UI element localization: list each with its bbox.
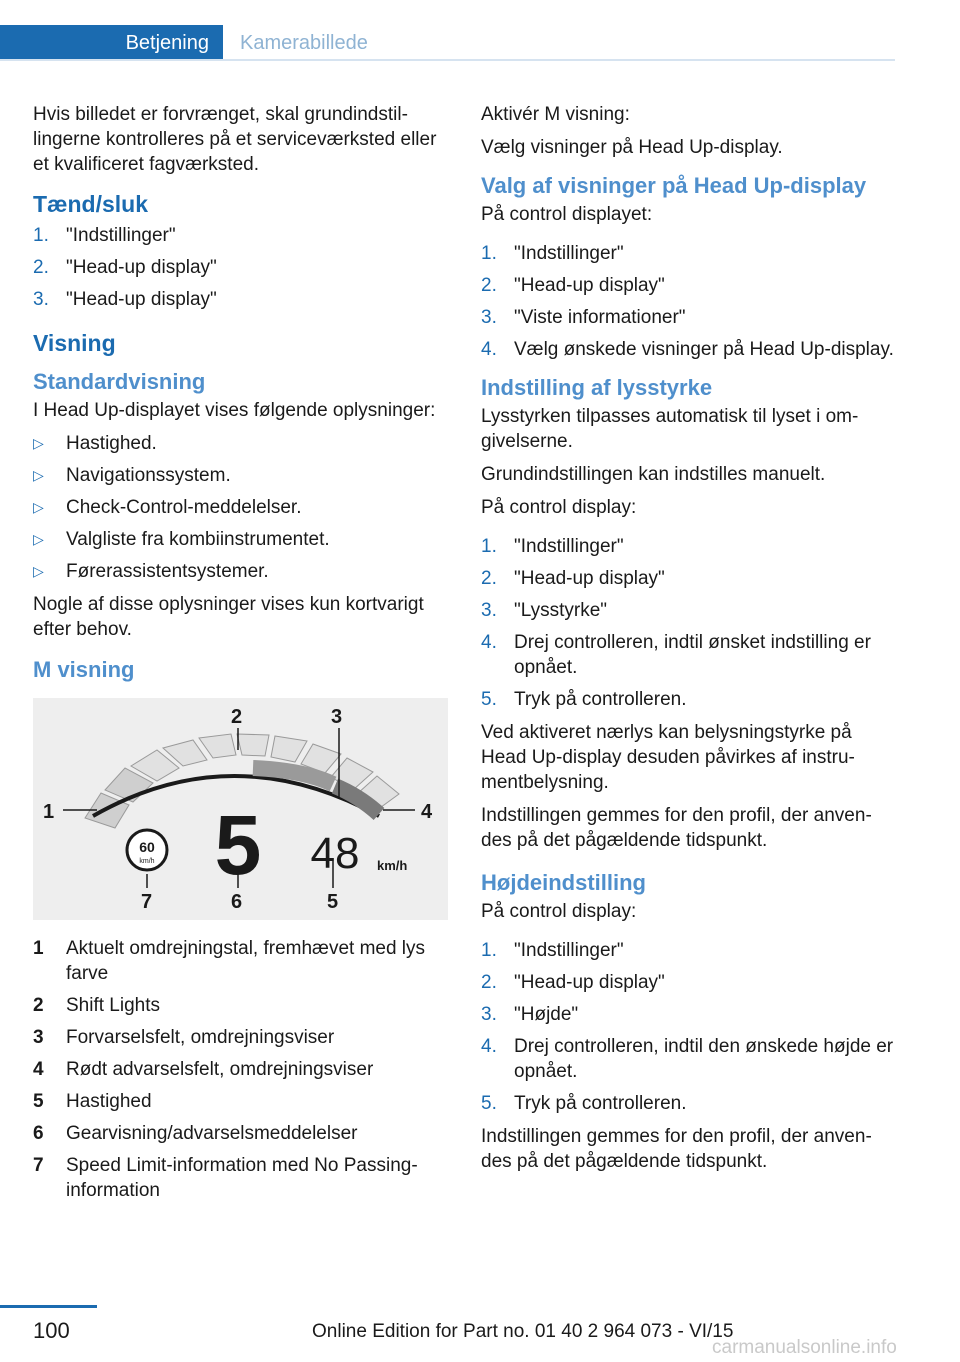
legend-item: 6 Gearvisning/advarselsmeddelelser <box>33 1123 358 1144</box>
lysstyrke-p2: Grundindstillingen kan indstilles manuelt. <box>481 464 826 485</box>
list-item: 4. Drej controlleren, indtil ønsket indstilling er opnået. <box>481 632 871 678</box>
callout-4: 4 <box>421 801 433 823</box>
list-item: 2. "Head-up display" <box>33 257 217 278</box>
standard-bullets <box>33 431 451 584</box>
list-item: ▷ Hastighed. <box>33 433 157 454</box>
list-item: 3. "Viste informationer" <box>481 307 686 328</box>
valg-intro: På control displayet: <box>481 204 653 225</box>
aktiver-line2: Vælg visninger på Head Up-display. <box>481 137 783 158</box>
legend-item: 1 Aktuelt omdrejningstal, fremhævet med lys farve <box>33 938 426 984</box>
hud-illustration <box>33 698 448 920</box>
list-item: ▷ Navigationssystem. <box>33 465 231 486</box>
right-column <box>481 102 896 1182</box>
speed-limit-sign <box>127 830 167 870</box>
speed-unit: km/h <box>377 858 408 873</box>
hojde-steps <box>481 938 896 1116</box>
list-item: 3. "Head-up display" <box>33 289 217 310</box>
callout-7: 7 <box>141 891 153 913</box>
left-column <box>33 102 451 1211</box>
list-item: 5. Tryk på controlleren. <box>481 689 687 710</box>
callout-5: 5 <box>327 891 339 913</box>
list-item: 3. "Lysstyrke" <box>481 600 608 621</box>
lysstyrke-p4: Ved aktiveret nærlys kan belysningstyrke på Head Up-display desuden påvirkes af instrumentbelysning. <box>481 722 855 793</box>
hojde-intro: På control display: <box>481 901 637 922</box>
figure-legend <box>33 936 451 1203</box>
triangle-bullet-icon: ▷ <box>33 499 44 515</box>
lysstyrke-p3: På control display: <box>481 497 637 518</box>
callout-6: 6 <box>231 891 243 913</box>
triangle-bullet-icon: ▷ <box>33 563 44 579</box>
list-item: 2. "Head-up display" <box>481 568 665 589</box>
heading-visning: Visning <box>33 330 116 356</box>
legend-item: 3 Forvarselsfelt, omdrejningsviser <box>33 1027 335 1048</box>
heading-standardvisning: Standardvisning <box>33 369 206 394</box>
triangle-bullet-icon: ▷ <box>33 531 44 547</box>
header-rule <box>0 59 895 61</box>
aktiver-line1: Aktivér M visning: <box>481 104 630 125</box>
heading-hojde: Højdeindstilling <box>481 870 646 895</box>
intro-paragraph: Hvis billedet er forvrænget, skal grundindstillingerne kontrolleres på et serviceværksted eller et kvalificeret fagværksted. <box>33 104 437 175</box>
triangle-bullet-icon: ▷ <box>33 435 44 451</box>
list-item: ▷ Check-Control-meddelelser. <box>33 497 302 518</box>
lysstyrke-p1: Lysstyrken tilpasses automatisk til lyset i omgivelserne. <box>481 406 859 452</box>
lysstyrke-p5: Indstillingen gemmes for den profil, der anvendes på det pågældende tidspunkt. <box>481 805 872 851</box>
legend-item: 7 Speed Limit-information med No Passing-information <box>33 1155 418 1201</box>
callout-2: 2 <box>231 706 243 728</box>
legend-item: 4 Rødt advarselsfelt, omdrejningsviser <box>33 1059 374 1080</box>
list-item: ▷ Førerassistentsystemer. <box>33 561 269 582</box>
list-item: 2. "Head-up display" <box>481 972 665 993</box>
speed-limit-value: 60 <box>139 839 155 855</box>
heading-lysstyrke: Indstilling af lysstyrke <box>481 375 713 400</box>
list-item: 4. Drej controlleren, indtil den ønskede højde er opnået. <box>481 1036 894 1082</box>
watermark: carmanualsonline.info <box>712 1337 897 1358</box>
speed-value: 48 <box>310 829 360 878</box>
edition-text: Online Edition for Part no. 01 40 2 964 073 - VI/15 <box>312 1321 734 1342</box>
hud-m-view-figure <box>33 698 448 920</box>
legend-item: 5 Hastighed <box>33 1091 152 1112</box>
heading-m-visning: M visning <box>33 657 135 682</box>
triangle-bullet-icon: ▷ <box>33 467 44 483</box>
tab-betjening[interactable]: Betjening <box>0 25 223 61</box>
valg-steps <box>481 241 896 362</box>
tab-kamerabillede[interactable]: Kamerabillede <box>240 32 368 54</box>
callout-1: 1 <box>43 801 55 823</box>
footer-rule <box>0 1305 97 1308</box>
list-item: 5. Tryk på controlleren. <box>481 1093 687 1114</box>
list-item: 1. "Indstillinger" <box>33 225 176 246</box>
standard-intro: I Head Up-displayet vises følgende oplysninger: <box>33 400 436 421</box>
list-item: ▷ Valgliste fra kombiinstrumentet. <box>33 529 330 550</box>
list-item: 3. "Højde" <box>481 1004 579 1025</box>
list-item: 1. "Indstillinger" <box>481 536 624 557</box>
list-item: 1. "Indstillinger" <box>481 243 624 264</box>
list-item: 4. Vælg ønskede visninger på Head Up-display. <box>481 339 894 360</box>
page-number: 100 <box>33 1318 70 1343</box>
standard-note: Nogle af disse oplysninger vises kun kortvarigt efter behov. <box>33 594 424 640</box>
legend-item: 2 Shift Lights <box>33 995 160 1016</box>
hojde-note: Indstillingen gemmes for den profil, der anvendes på det pågældende tidspunkt. <box>481 1126 872 1172</box>
heading-taend-sluk: Tænd/sluk <box>33 191 149 217</box>
page-header <box>0 25 895 61</box>
speed-limit-unit: km/h <box>139 858 155 865</box>
list-item: 1. "Indstillinger" <box>481 940 624 961</box>
gear-indicator: 5 <box>214 798 262 892</box>
callout-3: 3 <box>331 706 343 728</box>
heading-valg-visninger: Valg af visninger på Head Up-display <box>481 173 867 198</box>
list-item: 2. "Head-up display" <box>481 275 665 296</box>
taend-sluk-steps <box>33 223 451 312</box>
lysstyrke-steps <box>481 534 896 712</box>
